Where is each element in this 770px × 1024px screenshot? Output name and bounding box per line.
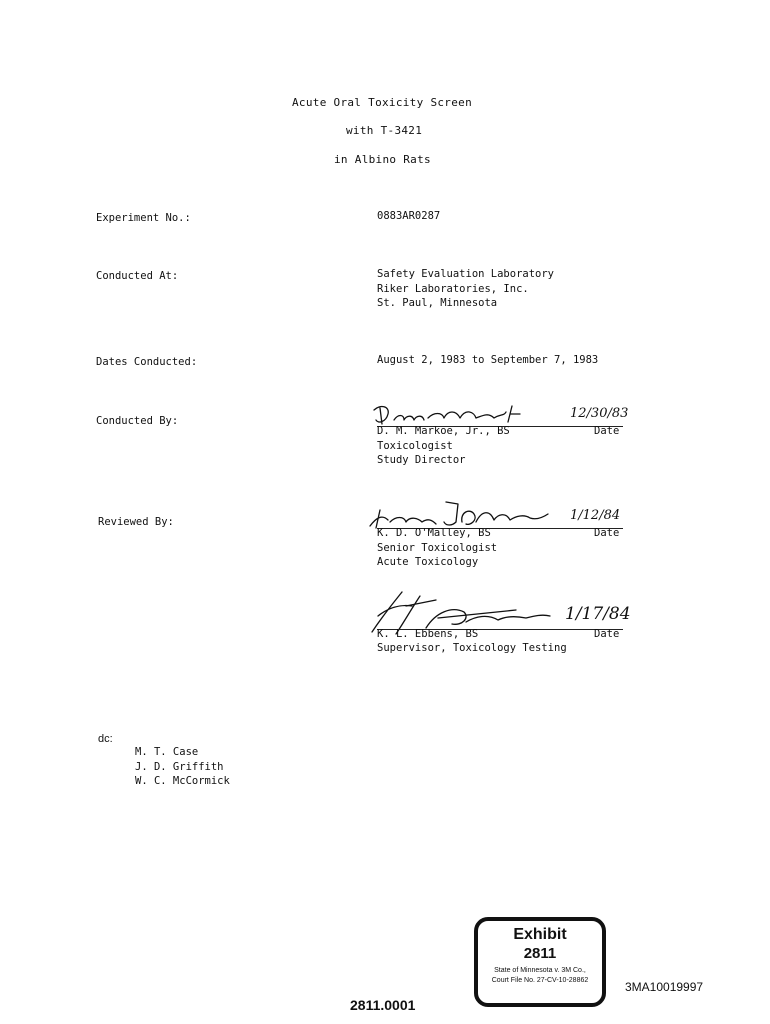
doc-title-line1: Acute Oral Toxicity Screen <box>292 96 472 109</box>
cc-name-3: W. C. McCormick <box>135 775 230 787</box>
exhibit-sticker <box>474 917 606 1007</box>
page-id: 2811.0001 <box>350 997 416 1013</box>
markoe-title2: Study Director <box>377 454 466 466</box>
ebbens-title1: Supervisor, Toxicology Testing <box>377 642 567 654</box>
exhibit-case-line1: State of Minnesota v. 3M Co., <box>494 967 586 974</box>
omalley-title2: Acute Toxicology <box>377 556 479 568</box>
experiment-value: 0883AR0287 <box>377 210 441 222</box>
omalley-name: K. D. O'Malley, BS <box>377 527 491 539</box>
dates-label: Dates Conducted: <box>96 356 198 368</box>
cc-name-2: J. D. Griffith <box>135 761 224 773</box>
exhibit-case-line2: Court File No. 27-CV-10-28862 <box>491 977 589 984</box>
exhibit-title: Exhibit <box>513 926 567 943</box>
exhibit-number: 2811 <box>523 945 557 962</box>
conducted-at-label: Conducted At: <box>96 270 179 282</box>
cc-label: dc: <box>98 733 113 745</box>
omalley-date-label: Date <box>594 527 620 539</box>
omalley-date: 1/12/84 <box>570 508 621 523</box>
dates-value: August 2, 1983 to September 7, 1983 <box>377 354 599 366</box>
markoe-date: 12/30/83 <box>570 406 629 421</box>
doc-title-line3: in Albino Rats <box>334 153 431 166</box>
conducted-by-label: Conducted By: <box>96 415 179 427</box>
conducted-at-line2: Riker Laboratories, Inc. <box>377 283 529 295</box>
reviewed-by-label: Reviewed By: <box>98 516 174 528</box>
conducted-at-line1: Safety Evaluation Laboratory <box>377 268 555 280</box>
bates-number: 3MA10019997 <box>625 980 704 994</box>
ebbens-name: K. L. Ebbens, BS <box>377 628 479 640</box>
markoe-date-label: Date <box>594 425 620 437</box>
doc-title-line2: with T-3421 <box>346 124 423 137</box>
markoe-title1: Toxicologist <box>377 440 453 452</box>
ebbens-date-label: Date <box>594 628 620 640</box>
cc-name-1: M. T. Case <box>135 746 199 758</box>
ebbens-date: 1/17/84 <box>565 604 631 624</box>
omalley-title1: Senior Toxicologist <box>377 542 498 554</box>
conducted-at-line3: St. Paul, Minnesota <box>377 297 498 309</box>
markoe-name: D. M. Markoe, Jr., BS <box>377 425 510 437</box>
experiment-label: Experiment No.: <box>96 212 191 224</box>
